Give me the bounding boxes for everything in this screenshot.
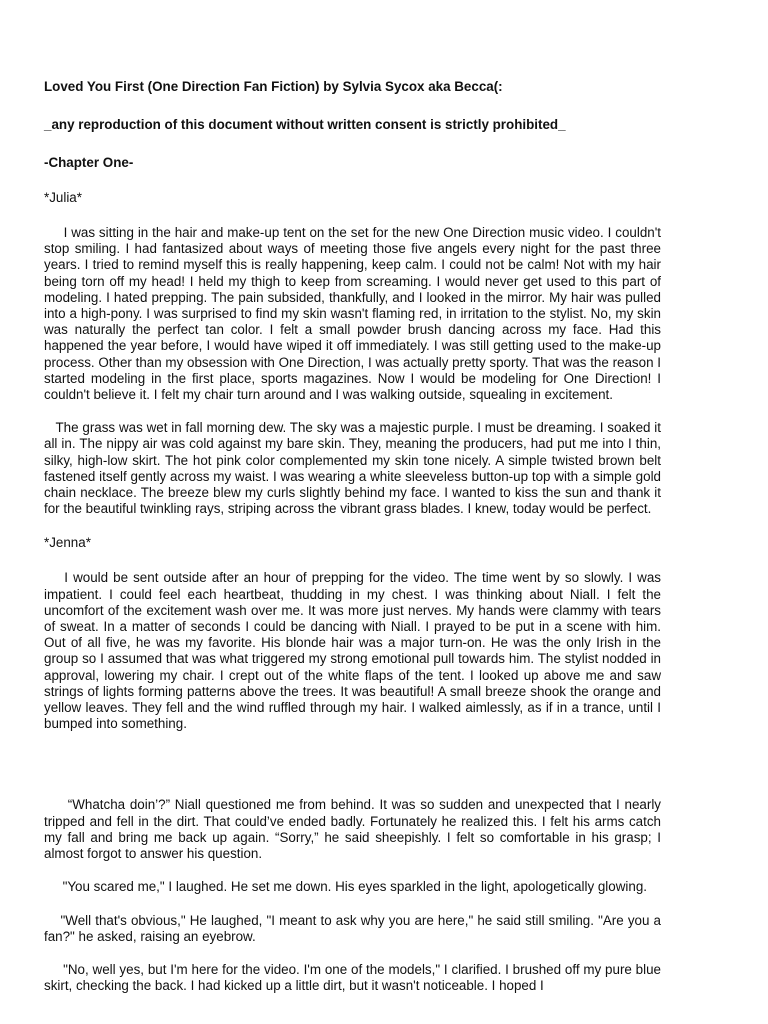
paragraph: I was sitting in the hair and make-up tent on the set for the new One Direction music video. I couldn't stop smiling. I had fantasized about ways of meeting those five angels every night for the past three years. I tried to remind myself this is really happening, keep calm. I could not be calm! Not with my hair being torn off my head! I held my thigh to keep from screaming. I would never get used to this part of modeling. I hated prepping. The pain subsided, thankfully, and I looked in the mirror. My hair was pulled into a high-pony. I was surprised to find my skin wasn't flaming red, in irritation to the stylist. No, my skin was naturally the perfect tan color. I felt a small powder brush dancing across my face. Had this happened the year before, I would have wiped it off immediately. I was still getting used to the make-up process. Other than my obsession with One Direction, I was actually pretty sporty. That was the reason I started modeling in the first place, sports magazines. Now I would be modeling for One Direction! I couldn't believe it. I felt my chair turn around and I was walking outside, squealing in excitement.: [44, 225, 661, 403]
copyright-notice: _any reproduction of this document without written consent is strictly prohibited_: [44, 117, 566, 132]
section-marker-julia: *Julia*: [44, 190, 82, 205]
paragraph: The grass was wet in fall morning dew. The sky was a majestic purple. I must be dreaming. I soaked it all in. The nippy air was cold against my bare skin. They, meaning the producers, had put me into I thin, silky, high-low skirt. The hot pink color complemented my skin tone nicely. A simple twisted brown belt fastened itself gently across my waist. I was wearing a white sleeveless button-up top with a simple gold chain necklace. The breeze blew my curls slightly behind my face. I wanted to kiss the sun and thank it for the beautiful twinkling rays, striping across the vibrant grass blades. I knew, today would be perfect.: [44, 420, 661, 517]
section-marker-jenna: *Jenna*: [44, 535, 91, 551]
chapter-heading: -Chapter One-: [44, 155, 134, 170]
document-title: Loved You First (One Direction Fan Fiction) by Sylvia Sycox aka Becca(:: [44, 79, 503, 94]
paragraph: I would be sent outside after an hour of prepping for the video. The time went by so slowly. I was impatient. I could feel each heartbeat, thudding in my chest. I was thinking about Niall. I felt the uncomfort of the excitement wash over me. It was more just nerves. My hands were clammy with tears of sweat. In a matter of seconds I could be dancing with Niall. I prayed to be put in a scene with him. Out of all five, he was my favorite. His blonde hair was a major turn-on. He was the only Irish in the group so I assumed that was what triggered my strong emotional pull towards him. The stylist nodded in approval, lowering my chair. I crept out of the white flaps of the tent. I looked up above me and saw strings of lights forming patterns above the trees. It was beautiful! A small breeze shook the orange and yellow leaves. They fell and the wind ruffled through my hair. I walked aimlessly, as if in a trance, until I bumped into something.: [44, 570, 661, 732]
paragraph: "Well that's obvious," He laughed, "I meant to ask why you are here," he said still smiling. "Are you a fan?" he asked, raising an eyebrow.: [44, 912, 661, 944]
blank-space: [44, 749, 661, 797]
paragraph: "No, well yes, but I'm here for the video. I'm one of the models," I clarified. I brushed off my pure blue skirt, checking the back. I had kicked up a little dirt, but it wasn't noticeable. I hoped I: [44, 961, 661, 994]
paragraph: “Whatcha doin’?” Niall questioned me from behind. It was so sudden and unexpected that I nearly tripped and fell in the dirt. That could’ve ended badly. Fortunately he realized this. I felt his arms catch my fall and bring me back up again. “Sorry,” he said sheepishly. I felt so comfortable in his grasp; I almost forgot to answer his question.: [44, 797, 661, 862]
paragraph: "You scared me," I laughed. He set me down. His eyes sparkled in the light, apologetically glowing.: [44, 879, 647, 895]
